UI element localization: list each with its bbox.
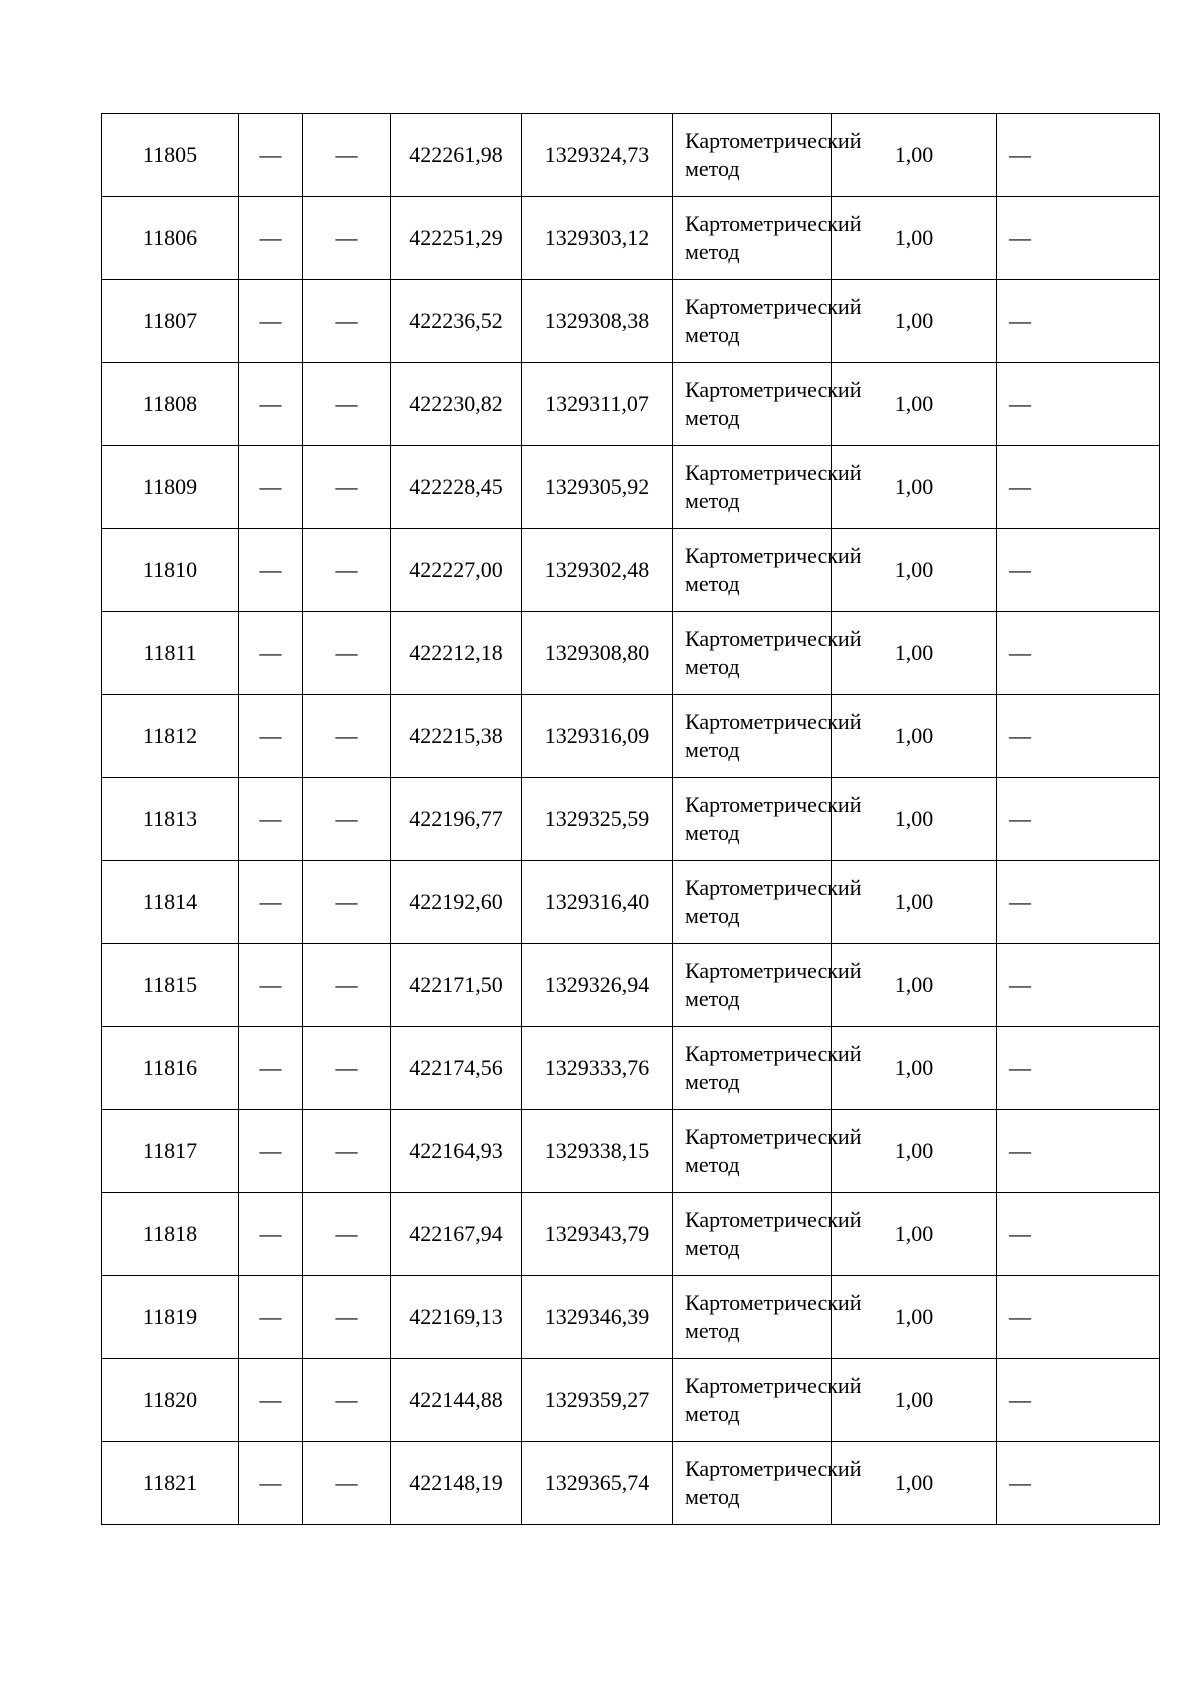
accuracy-cell: 1,00 xyxy=(832,529,997,612)
accuracy-cell: 1,00 xyxy=(832,861,997,944)
empty-value-cell: — xyxy=(239,1027,303,1110)
y-coordinate-cell: 1329365,74 xyxy=(522,1442,673,1525)
y-coordinate-cell: 1329302,48 xyxy=(522,529,673,612)
table-row xyxy=(102,1110,1160,1193)
method-cell: Картометрический метод xyxy=(673,1359,832,1442)
point-number-cell: 11814 xyxy=(102,861,239,944)
point-number-cell: 11821 xyxy=(102,1442,239,1525)
method-cell: Картометрический метод xyxy=(673,1193,832,1276)
accuracy-cell: 1,00 xyxy=(832,612,997,695)
empty-value-cell: — xyxy=(239,1359,303,1442)
empty-value-cell: — xyxy=(997,1442,1160,1525)
empty-value-cell: — xyxy=(239,363,303,446)
y-coordinate-cell: 1329338,15 xyxy=(522,1110,673,1193)
empty-value-cell: — xyxy=(303,1442,391,1525)
empty-value-cell: — xyxy=(997,1276,1160,1359)
table-row xyxy=(102,861,1160,944)
empty-value-cell: — xyxy=(239,1442,303,1525)
empty-value-cell: — xyxy=(239,1193,303,1276)
method-cell: Картометрический метод xyxy=(673,612,832,695)
empty-value-cell: — xyxy=(239,529,303,612)
x-coordinate-cell: 422144,88 xyxy=(391,1359,522,1442)
empty-value-cell: — xyxy=(239,1110,303,1193)
accuracy-cell: 1,00 xyxy=(832,944,997,1027)
accuracy-cell: 1,00 xyxy=(832,778,997,861)
empty-value-cell: — xyxy=(239,778,303,861)
x-coordinate-cell: 422227,00 xyxy=(391,529,522,612)
method-cell: Картометрический метод xyxy=(673,280,832,363)
empty-value-cell: — xyxy=(997,612,1160,695)
table-row xyxy=(102,778,1160,861)
table-row xyxy=(102,363,1160,446)
y-coordinate-cell: 1329305,92 xyxy=(522,446,673,529)
empty-value-cell: — xyxy=(997,446,1160,529)
table-row xyxy=(102,529,1160,612)
point-number-cell: 11806 xyxy=(102,197,239,280)
method-cell: Картометрический метод xyxy=(673,695,832,778)
table-row xyxy=(102,114,1160,197)
table-row xyxy=(102,944,1160,1027)
table-row xyxy=(102,1027,1160,1110)
empty-value-cell: — xyxy=(997,944,1160,1027)
y-coordinate-cell: 1329308,80 xyxy=(522,612,673,695)
point-number-cell: 11811 xyxy=(102,612,239,695)
y-coordinate-cell: 1329311,07 xyxy=(522,363,673,446)
method-cell: Картометрический метод xyxy=(673,861,832,944)
method-cell: Картометрический метод xyxy=(673,529,832,612)
table-row xyxy=(102,695,1160,778)
method-cell: Картометрический метод xyxy=(673,1442,832,1525)
point-number-cell: 11816 xyxy=(102,1027,239,1110)
accuracy-cell: 1,00 xyxy=(832,197,997,280)
empty-value-cell: — xyxy=(997,1359,1160,1442)
empty-value-cell: — xyxy=(303,1193,391,1276)
x-coordinate-cell: 422174,56 xyxy=(391,1027,522,1110)
empty-value-cell: — xyxy=(303,1276,391,1359)
empty-value-cell: — xyxy=(239,695,303,778)
x-coordinate-cell: 422212,18 xyxy=(391,612,522,695)
empty-value-cell: — xyxy=(239,944,303,1027)
table-row xyxy=(102,1276,1160,1359)
coordinates-table xyxy=(101,113,1160,1525)
point-number-cell: 11810 xyxy=(102,529,239,612)
y-coordinate-cell: 1329325,59 xyxy=(522,778,673,861)
y-coordinate-cell: 1329316,40 xyxy=(522,861,673,944)
accuracy-cell: 1,00 xyxy=(832,446,997,529)
x-coordinate-cell: 422169,13 xyxy=(391,1276,522,1359)
method-cell: Картометрический метод xyxy=(673,197,832,280)
empty-value-cell: — xyxy=(997,280,1160,363)
x-coordinate-cell: 422192,60 xyxy=(391,861,522,944)
method-cell: Картометрический метод xyxy=(673,944,832,1027)
method-cell: Картометрический метод xyxy=(673,363,832,446)
point-number-cell: 11809 xyxy=(102,446,239,529)
table-row xyxy=(102,612,1160,695)
point-number-cell: 11817 xyxy=(102,1110,239,1193)
table-row xyxy=(102,446,1160,529)
empty-value-cell: — xyxy=(997,1027,1160,1110)
method-cell: Картометрический метод xyxy=(673,778,832,861)
method-cell: Картометрический метод xyxy=(673,446,832,529)
method-cell: Картометрический метод xyxy=(673,114,832,197)
x-coordinate-cell: 422228,45 xyxy=(391,446,522,529)
empty-value-cell: — xyxy=(239,612,303,695)
y-coordinate-cell: 1329333,76 xyxy=(522,1027,673,1110)
point-number-cell: 11805 xyxy=(102,114,239,197)
accuracy-cell: 1,00 xyxy=(832,1442,997,1525)
method-cell: Картометрический метод xyxy=(673,1027,832,1110)
empty-value-cell: — xyxy=(303,1359,391,1442)
x-coordinate-cell: 422164,93 xyxy=(391,1110,522,1193)
x-coordinate-cell: 422196,77 xyxy=(391,778,522,861)
empty-value-cell: — xyxy=(997,861,1160,944)
empty-value-cell: — xyxy=(997,778,1160,861)
x-coordinate-cell: 422167,94 xyxy=(391,1193,522,1276)
empty-value-cell: — xyxy=(303,1027,391,1110)
coordinates-table-body xyxy=(102,114,1160,1525)
accuracy-cell: 1,00 xyxy=(832,1193,997,1276)
point-number-cell: 11815 xyxy=(102,944,239,1027)
empty-value-cell: — xyxy=(239,114,303,197)
accuracy-cell: 1,00 xyxy=(832,695,997,778)
accuracy-cell: 1,00 xyxy=(832,1276,997,1359)
empty-value-cell: — xyxy=(997,1193,1160,1276)
x-coordinate-cell: 422148,19 xyxy=(391,1442,522,1525)
table-row xyxy=(102,280,1160,363)
empty-value-cell: — xyxy=(239,197,303,280)
accuracy-cell: 1,00 xyxy=(832,1027,997,1110)
empty-value-cell: — xyxy=(239,861,303,944)
empty-value-cell: — xyxy=(997,363,1160,446)
point-number-cell: 11808 xyxy=(102,363,239,446)
empty-value-cell: — xyxy=(303,861,391,944)
x-coordinate-cell: 422215,38 xyxy=(391,695,522,778)
empty-value-cell: — xyxy=(997,1110,1160,1193)
x-coordinate-cell: 422171,50 xyxy=(391,944,522,1027)
table-row xyxy=(102,197,1160,280)
empty-value-cell: — xyxy=(303,446,391,529)
y-coordinate-cell: 1329324,73 xyxy=(522,114,673,197)
empty-value-cell: — xyxy=(997,197,1160,280)
point-number-cell: 11807 xyxy=(102,280,239,363)
point-number-cell: 11812 xyxy=(102,695,239,778)
table-row xyxy=(102,1442,1160,1525)
point-number-cell: 11819 xyxy=(102,1276,239,1359)
point-number-cell: 11813 xyxy=(102,778,239,861)
x-coordinate-cell: 422230,82 xyxy=(391,363,522,446)
x-coordinate-cell: 422251,29 xyxy=(391,197,522,280)
empty-value-cell: — xyxy=(303,280,391,363)
accuracy-cell: 1,00 xyxy=(832,114,997,197)
empty-value-cell: — xyxy=(239,1276,303,1359)
empty-value-cell: — xyxy=(303,529,391,612)
y-coordinate-cell: 1329316,09 xyxy=(522,695,673,778)
empty-value-cell: — xyxy=(303,197,391,280)
empty-value-cell: — xyxy=(303,695,391,778)
empty-value-cell: — xyxy=(997,529,1160,612)
y-coordinate-cell: 1329359,27 xyxy=(522,1359,673,1442)
empty-value-cell: — xyxy=(239,446,303,529)
empty-value-cell: — xyxy=(303,612,391,695)
empty-value-cell: — xyxy=(239,280,303,363)
empty-value-cell: — xyxy=(997,114,1160,197)
empty-value-cell: — xyxy=(997,695,1160,778)
accuracy-cell: 1,00 xyxy=(832,1359,997,1442)
empty-value-cell: — xyxy=(303,363,391,446)
accuracy-cell: 1,00 xyxy=(832,363,997,446)
point-number-cell: 11820 xyxy=(102,1359,239,1442)
accuracy-cell: 1,00 xyxy=(832,1110,997,1193)
y-coordinate-cell: 1329346,39 xyxy=(522,1276,673,1359)
empty-value-cell: — xyxy=(303,1110,391,1193)
empty-value-cell: — xyxy=(303,778,391,861)
method-cell: Картометрический метод xyxy=(673,1276,832,1359)
y-coordinate-cell: 1329326,94 xyxy=(522,944,673,1027)
table-row xyxy=(102,1359,1160,1442)
empty-value-cell: — xyxy=(303,944,391,1027)
empty-value-cell: — xyxy=(303,114,391,197)
y-coordinate-cell: 1329343,79 xyxy=(522,1193,673,1276)
method-cell: Картометрический метод xyxy=(673,1110,832,1193)
accuracy-cell: 1,00 xyxy=(832,280,997,363)
point-number-cell: 11818 xyxy=(102,1193,239,1276)
x-coordinate-cell: 422236,52 xyxy=(391,280,522,363)
x-coordinate-cell: 422261,98 xyxy=(391,114,522,197)
y-coordinate-cell: 1329303,12 xyxy=(522,197,673,280)
table-row xyxy=(102,1193,1160,1276)
y-coordinate-cell: 1329308,38 xyxy=(522,280,673,363)
